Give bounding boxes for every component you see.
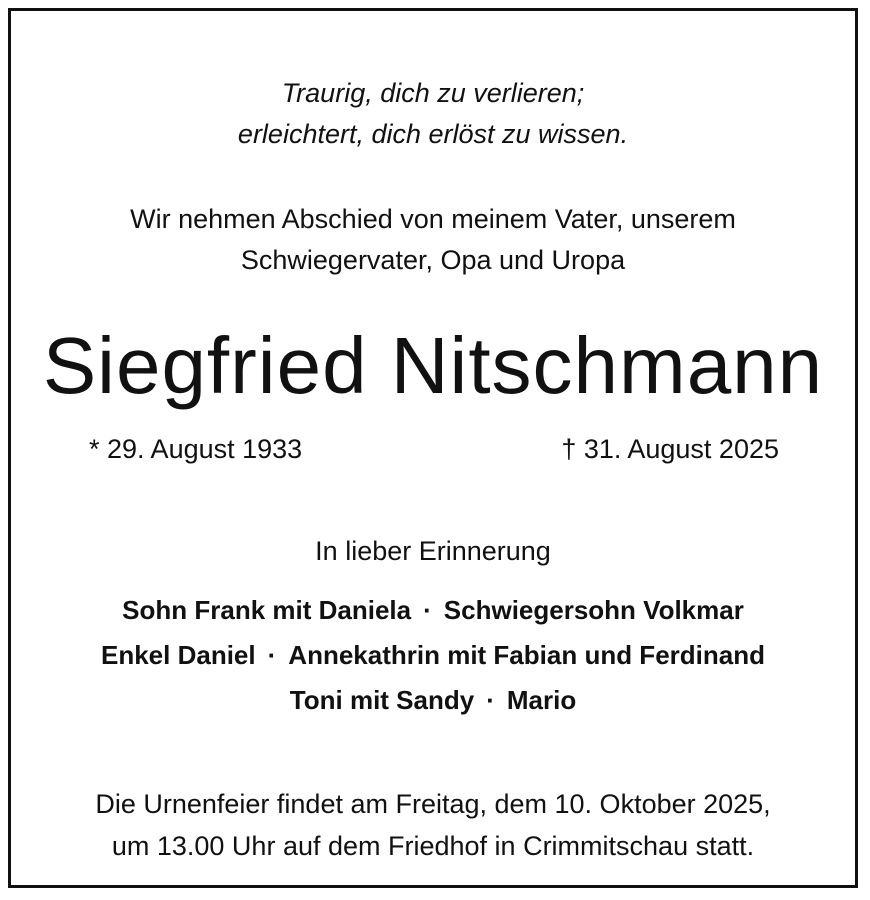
family-row-3 xyxy=(11,678,855,723)
family-members xyxy=(11,588,855,723)
motto-quote xyxy=(11,73,855,155)
separator-dot: · xyxy=(267,640,277,670)
separator-dot: · xyxy=(423,595,432,625)
family-row-1 xyxy=(11,588,855,633)
intro-line-2: Schwiegervater, Opa und Uropa xyxy=(240,245,626,275)
ceremony-line-2: um 13.00 Uhr auf dem Friedhof in Crimmitschau statt. xyxy=(111,831,755,861)
ceremony-info xyxy=(11,783,855,867)
remembrance-line: In lieber Erinnerung xyxy=(315,536,551,566)
motto-line-1: Traurig, dich zu verlieren; xyxy=(281,78,585,108)
ceremony-line-1: Die Urnenfeier findet am Freitag, dem 10. Oktober 2025, xyxy=(95,789,771,819)
family-member: Sohn Frank mit Daniela xyxy=(122,595,412,625)
farewell-intro xyxy=(11,199,855,281)
obituary-notice xyxy=(8,8,858,888)
intro-line-1: Wir nehmen Abschied von meinem Vater, unserem xyxy=(130,204,736,234)
birth-date: * 29. August 1933 xyxy=(89,434,303,464)
motto-line-2: erleichtert, dich erlöst zu wissen. xyxy=(237,119,629,149)
family-row-2 xyxy=(11,633,855,678)
family-member: Toni mit Sandy xyxy=(289,685,475,715)
deceased-name: Siegfried Nitschmann xyxy=(42,321,824,410)
family-member: Enkel Daniel xyxy=(101,640,256,670)
death-date: † 31. August 2025 xyxy=(561,434,779,464)
separator-dot: · xyxy=(486,685,495,715)
family-member: Schwiegersohn Volkmar xyxy=(443,595,744,625)
family-member: Mario xyxy=(506,685,577,715)
family-member: Annekathrin mit Fabian und Ferdinand xyxy=(288,640,765,670)
